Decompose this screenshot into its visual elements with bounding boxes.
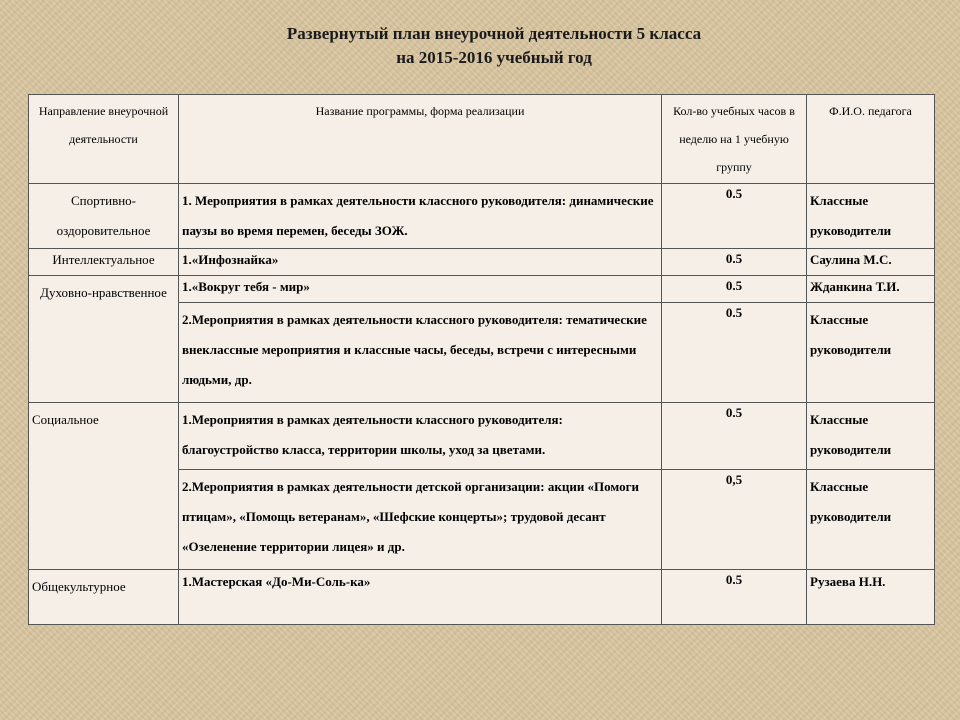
direction-cell: Социальное [29,403,179,570]
direction-cell: Спортивно-оздоровительное [29,184,179,249]
program-cell: 1. Мероприятия в рамках деятельности классного руководителя: динамические паузы во время перемен, беседы ЗОЖ. [179,184,662,249]
teacher-cell: Классные руководители [807,403,935,470]
program-cell: 1.Мероприятия в рамках деятельности классного руководителя: благоустройство класса, территории школы, уход за цветами. [179,403,662,470]
header-program: Название программы, форма реализации [179,95,662,184]
title-line-1: Развернутый план внеурочной деятельности 5 класса [286,24,702,43]
hours-cell: 0.5 [662,184,807,249]
program-cell: 1.Мастерская «До-Ми-Соль-ка» [179,570,662,625]
table-row [29,570,935,625]
direction-cell: Духовно-нравственное [29,276,179,403]
hours-cell: 0.5 [662,570,807,625]
teacher-cell: Жданкина Т.И. [807,276,935,303]
program-cell: 2.Мероприятия в рамках деятельности классного руководителя: тематические внеклассные мероприятия и классные часы, беседы, встречи с интересными людьми, др. [179,303,662,403]
header-teacher: Ф.И.О. педагога [807,95,935,184]
direction-cell: Интеллектуальное [29,249,179,276]
page-title [0,22,960,70]
hours-cell: 0,5 [662,470,807,570]
teacher-cell: Классные руководители [807,184,935,249]
header-direction: Направление внеурочной деятельности [29,95,179,184]
hours-cell: 0.5 [662,276,807,303]
teacher-cell: Саулина М.С. [807,249,935,276]
header-hours: Кол-во учебных часов в неделю на 1 учебную группу [662,95,807,184]
activity-plan-table [28,94,935,625]
title-line-2: на 2015-2016 учебный год [396,48,592,67]
direction-cell: Общекультурное [29,570,179,625]
program-cell: 1.«Инфознайка» [179,249,662,276]
teacher-cell: Рузаева Н.Н. [807,570,935,625]
program-cell: 1.«Вокруг тебя - мир» [179,276,662,303]
table-row [29,403,935,470]
hours-cell: 0.5 [662,303,807,403]
table-row [29,184,935,249]
table-row [29,276,935,303]
teacher-cell: Классные руководители [807,303,935,403]
table-row [29,249,935,276]
program-cell: 2.Мероприятия в рамках деятельности детской организации: акции «Помоги птицам», «Помощь ветеранам», «Шефские концерты»; трудовой десант «Озеленение территории лицея» и др. [179,470,662,570]
teacher-cell: Классные руководители [807,470,935,570]
table-header-row [29,95,935,184]
hours-cell: 0.5 [662,249,807,276]
hours-cell: 0.5 [662,403,807,470]
